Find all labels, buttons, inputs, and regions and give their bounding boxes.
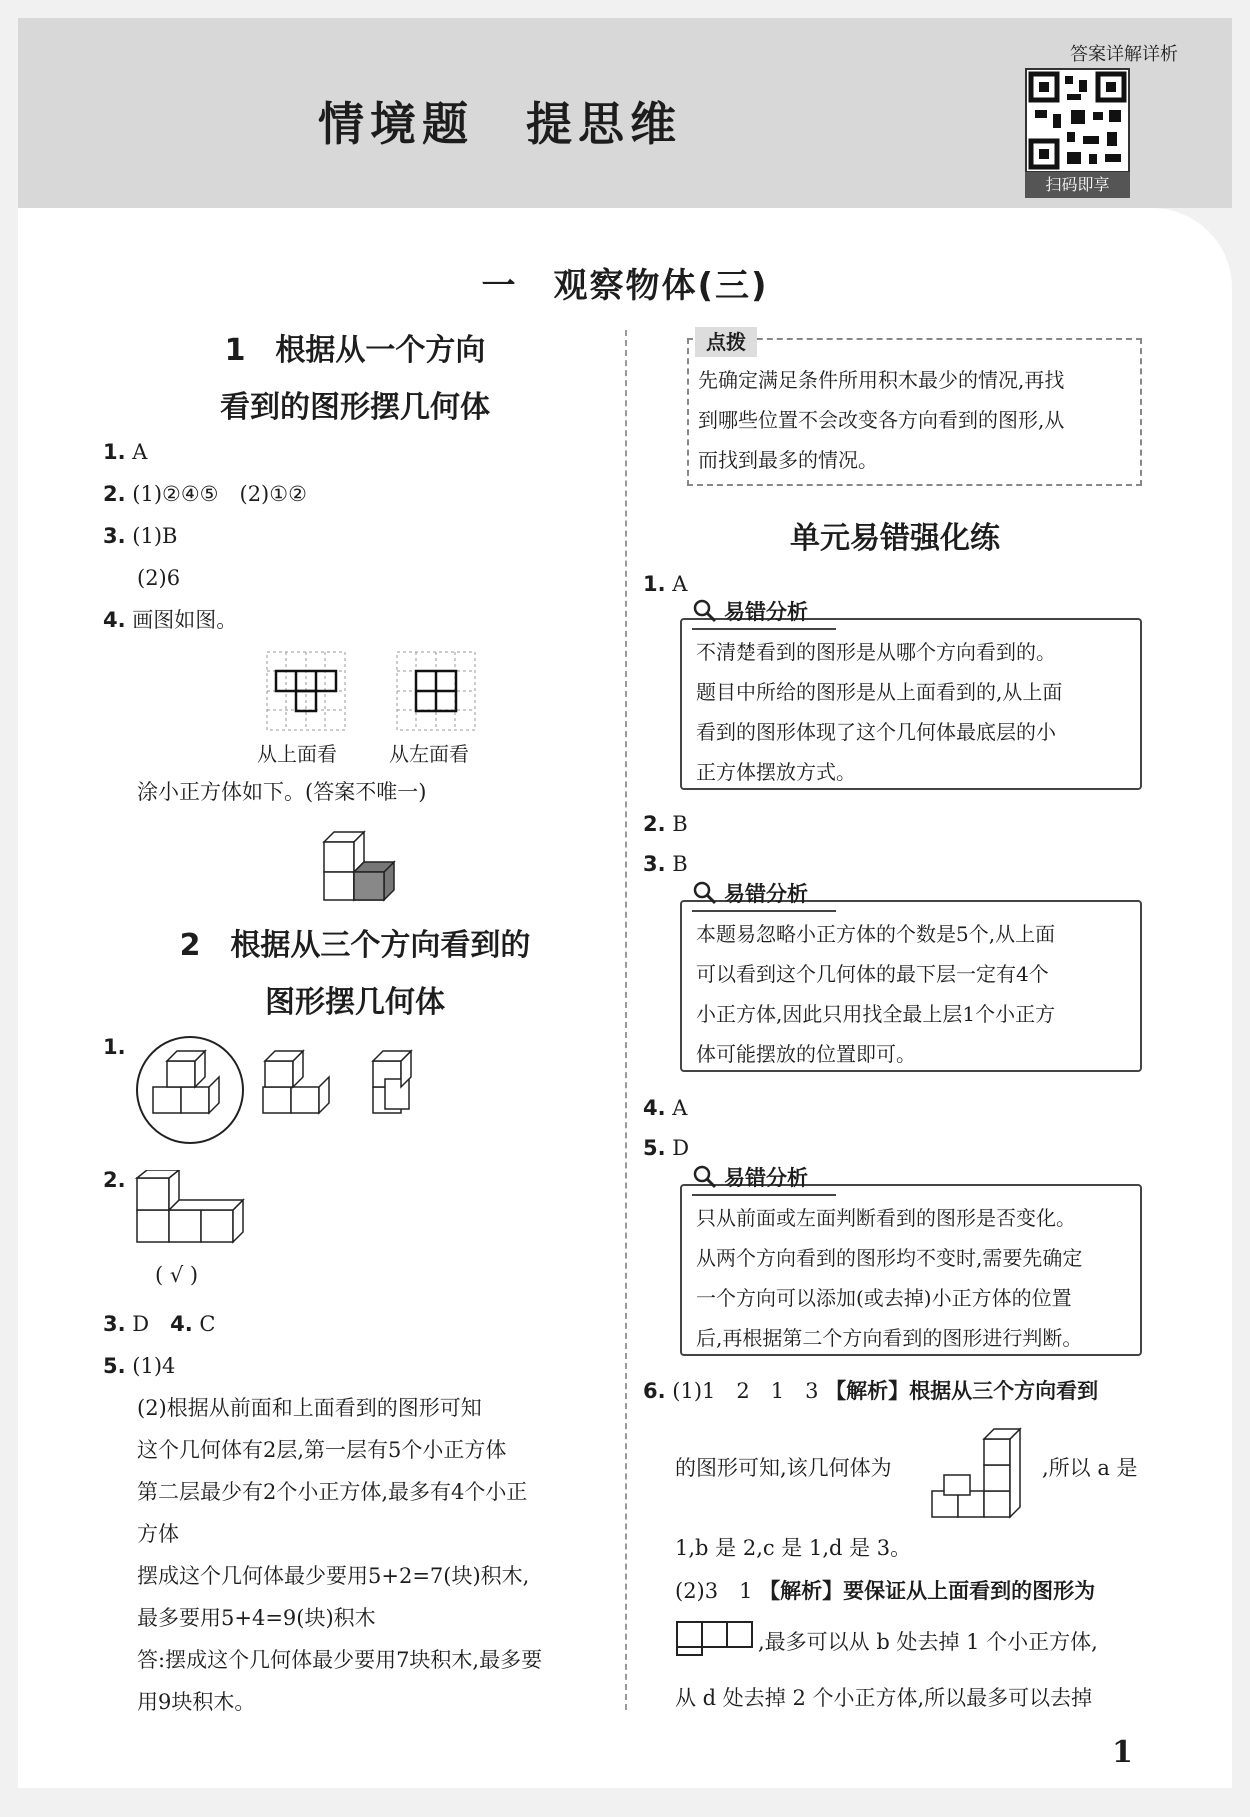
analysis-line: 看到的图形体现了这个几何体最底层的小 [696,720,1056,744]
answer-line: (2)3 1 【解析】要保证从上面看到的图形为 [675,1578,1096,1603]
answer-item: 1. A [643,572,688,596]
analysis-tag: 易错分析 [692,1162,836,1196]
analysis-line: 小正方体,因此只用找全最上层1个小正方 [696,1002,1056,1026]
answer-line: 用9块积木。 [137,1690,256,1714]
page-title: 情境题 提思维 [318,97,682,151]
tip-line: 先确定满足条件所用积木最少的情况,再找 [698,368,1065,392]
view-diagrams [265,650,485,735]
answer-line: 第二层最少有2个小正方体,最多有4个小正 [137,1480,528,1504]
section-1-title-2: 看到的图形摆几何体 [220,390,490,425]
answer-line: 1,b 是 2,c 是 1,d 是 3。 [675,1536,912,1560]
qr-caption: 答案详解详析 [1070,44,1178,65]
answer-line: ,所以 a 是 [1042,1456,1138,1480]
cube-figure [930,1415,1040,1525]
answer-line: ,最多可以从 b 处去掉 1 个小正方体, [758,1630,1098,1654]
answer-item: 1. A [103,440,148,464]
analysis-line: 题目中所给的图形是从上面看到的,从上面 [696,680,1063,704]
analysis-line: 可以看到这个几何体的最下层一定有4个 [696,962,1049,986]
cube-figure [135,1170,265,1250]
answer-line: 从 d 处去掉 2 个小正方体,所以最多可以去掉 [675,1686,1093,1710]
analysis-tag: 易错分析 [692,878,836,912]
analysis-line: 正方体摆放方式。 [696,760,856,784]
answer-item: 3. (1)B [103,524,178,548]
answer-line: 方体 [137,1522,179,1546]
tip-line: 而找到最多的情况。 [698,448,878,472]
caption-top-view: 从上面看 [257,742,337,766]
answer-item: 5. (1)4 [103,1354,176,1378]
answer-item-cont: (2)6 [137,566,181,590]
answer-line: (2)根据从前面和上面看到的图形可知 [137,1396,482,1420]
cube-options [135,1035,455,1145]
qr-code-icon[interactable] [1025,68,1130,173]
tip-tag: 点拨 [695,327,757,357]
section-1-title: 1 根据从一个方向 [224,333,486,368]
analysis-line: 后,再根据第二个方向看到的图形进行判断。 [696,1326,1083,1350]
answer-note: 涂小正方体如下。(答案不唯一) [137,780,427,804]
answer-item: 6. (1)1 2 1 3 【解析】根据从三个方向看到 [643,1378,1099,1403]
column-divider [625,330,627,1710]
analysis-line: 一个方向可以添加(或去掉)小正方体的位置 [696,1286,1072,1310]
shape-diagram [675,1620,755,1656]
section-2-title: 2 根据从三个方向看到的 [179,928,531,963]
analysis-line: 体可能摆放的位置即可。 [696,1042,916,1066]
magnifier-icon [692,1164,718,1190]
answer-item: 1. [103,1035,126,1059]
caption-left-view: 从左面看 [389,742,469,766]
unit-title: 一 观察物体(三) [481,266,769,306]
section-2-title-2: 图形摆几何体 [265,985,445,1020]
magnifier-icon [692,880,718,906]
tip-line: 到哪些位置不会改变各方向看到的图形,从 [698,408,1065,432]
answer-item: 3. D 4. C [103,1312,216,1336]
answer-line: 这个几何体有2层,第一层有5个小正方体 [137,1438,507,1462]
answer-item: 4. A [643,1096,688,1120]
analysis-tag: 易错分析 [692,596,836,630]
page-number: 1 [1112,1735,1133,1770]
cube-figure [322,822,422,902]
analysis-line: 本题易忽略小正方体的个数是5个,从上面 [696,922,1056,946]
answer-item: 2. [103,1168,126,1192]
section-3-title: 单元易错强化练 [790,521,1000,556]
analysis-line: 不清楚看到的图形是从哪个方向看到的。 [696,640,1056,664]
answer-line: 最多要用5+4=9(块)积木 [137,1606,376,1630]
answer-line: 的图形可知,该几何体为 [675,1456,892,1480]
qr-label: 扫码即享 [1025,172,1130,198]
magnifier-icon [692,598,718,624]
check-mark: ( √ ) [155,1263,199,1287]
analysis-line: 从两个方向看到的图形均不变时,需要先确定 [696,1246,1083,1270]
answer-item: 3. B [643,852,688,876]
answer-item: 5. D [643,1136,690,1160]
answer-item: 2. (1)②④⑤ (2)①② [103,482,307,506]
answer-item: 2. B [643,812,688,836]
answer-line: 摆成这个几何体最少要用5+2=7(块)积木, [137,1564,530,1588]
analysis-line: 只从前面或左面判断看到的图形是否变化。 [696,1206,1076,1230]
answer-line: 答:摆成这个几何体最少要用7块积木,最多要 [137,1648,543,1672]
answer-item: 4. 画图如图。 [103,608,238,632]
